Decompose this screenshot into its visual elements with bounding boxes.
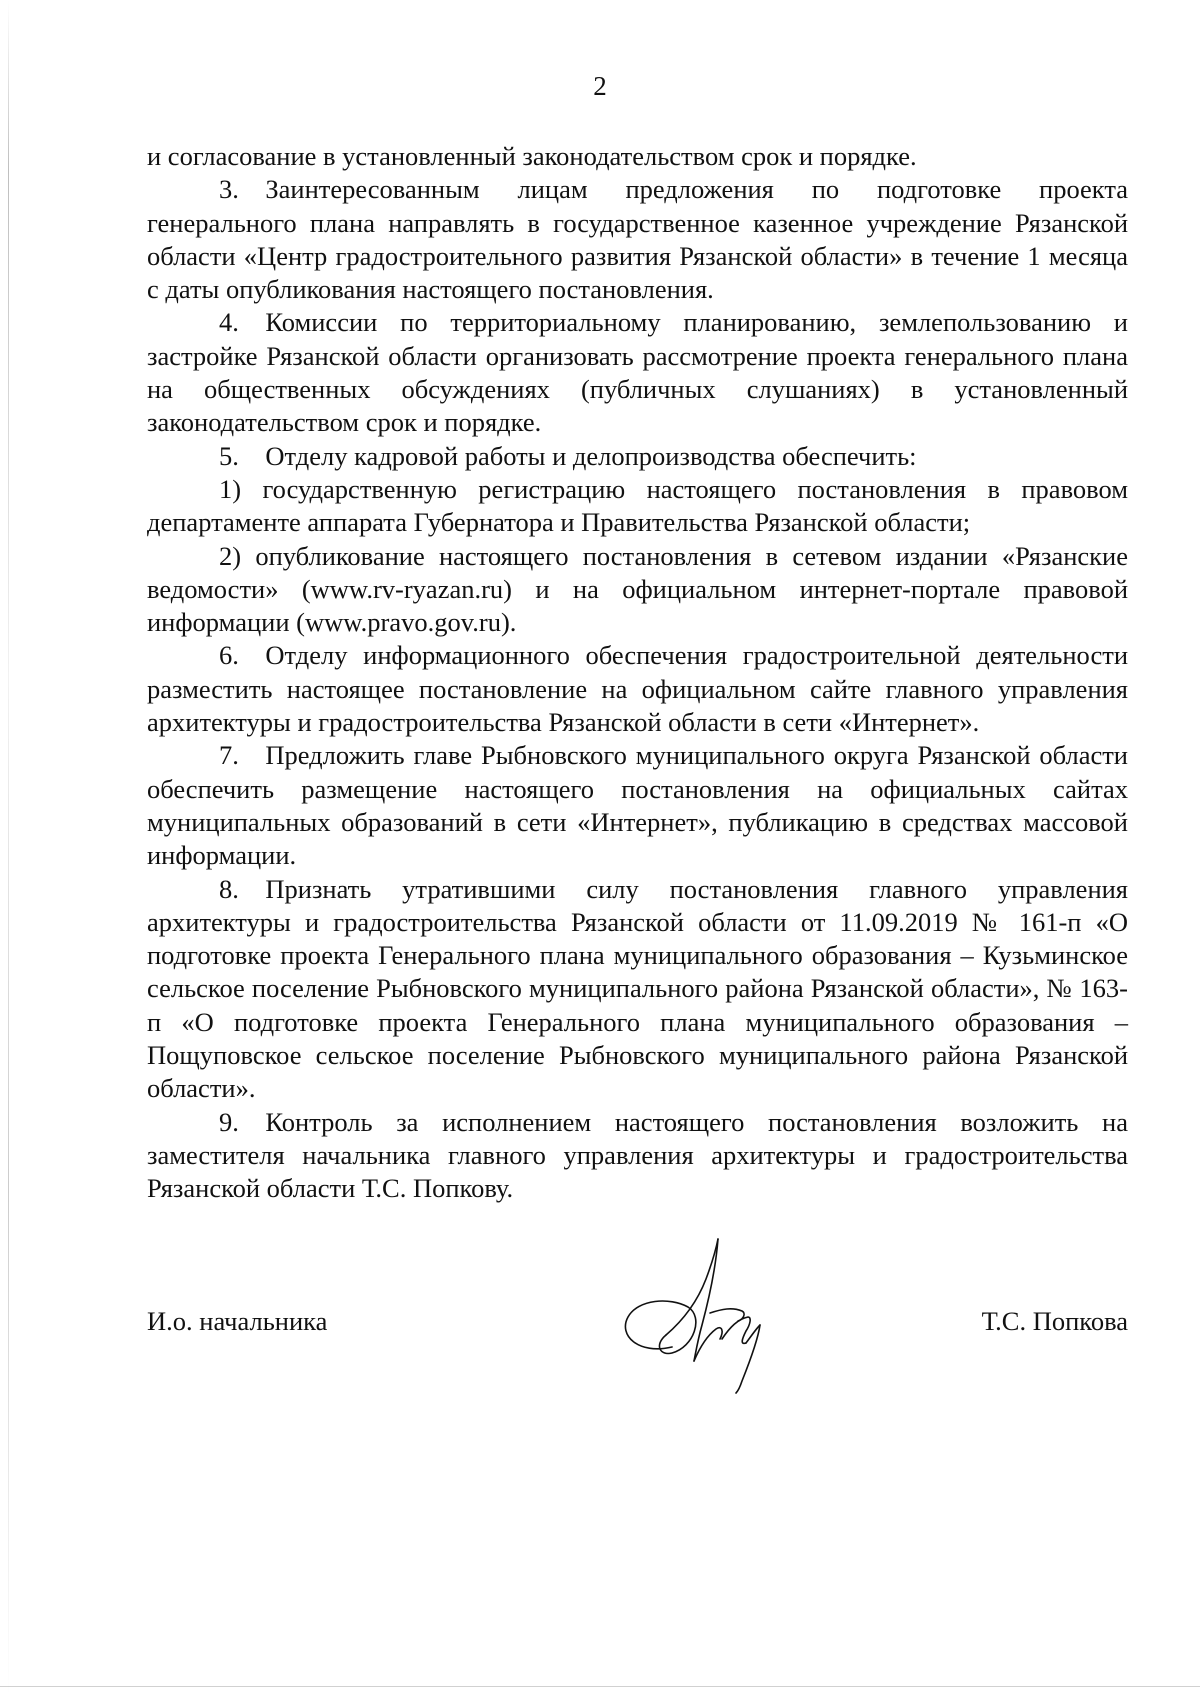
paragraph-item-9: 9. Контроль за исполнением настоящего постановления возложить на заместителя начальника главного управления архитектуры и градостроительства Рязанской области Т.С. Попкову.	[147, 1106, 1128, 1204]
scan-edge	[0, 1686, 1200, 1687]
handwritten-signature	[610, 1235, 780, 1395]
page-number: 2	[593, 71, 607, 101]
signatory-name: Т.С. Попкова	[981, 1306, 1128, 1336]
document-body	[147, 140, 1128, 1206]
paragraph-subitem-2: 2) опубликование настоящего постановления в сетевом издании «Рязанские ведомости» (www.rv-ryazan.ru) и на официальном интернет-портале правовой информации (www.pravo.gov.ru).	[147, 540, 1128, 638]
paragraph-item-7: 7. Предложить главе Рыбновского муниципального округа Рязанской области обеспечить размещение настоящего постановления на официальных сайтах муниципальных образований в сети «Интернет», публикацию в средствах массовой информации.	[147, 740, 1128, 871]
paragraph-item-3: 3. Заинтересованным лицам предложения по подготовке проекта генерального плана направлять в государственное казенное учреждение Рязанской области «Центр градостроительного развития Рязанской области» в течение 1 месяца с даты опубликования настоящего постановления.	[147, 174, 1128, 305]
paragraph-item-4: 4. Комиссии по территориальному планированию, землепользованию и застройке Рязанской области организовать рассмотрение проекта генерального плана на общественных обсуждениях (публичных слушаниях) в установленный законодательством срок и порядке.	[147, 307, 1128, 438]
paragraph-subitem-1: 1) государственную регистрацию настоящего постановления в правовом департаменте аппарата Губернатора и Правительства Рязанской области;	[147, 473, 1128, 538]
paragraph-item-6: 6. Отделу информационного обеспечения градостроительной деятельности разместить настоящее постановление на официальном сайте главного управления архитектуры и градостроительства Рязанской области в сети «Интернет».	[147, 640, 1128, 738]
paragraph-item-5: 5. Отделу кадровой работы и делопроизводства обеспечить:	[219, 440, 917, 471]
signatory-position: И.о. начальника	[147, 1306, 328, 1336]
paragraph-continuation: и согласование в установленный законодательством срок и порядке.	[147, 141, 917, 171]
scan-edge	[8, 0, 9, 1697]
paragraph-item-8: 8. Признать утратившими силу постановления главного управления архитектуры и градостроительства Рязанской области от 11.09.2019 № 161-п «О подготовке проекта Генерального плана муниципального образования – Кузьминское сельское поселение Рыбновского муниципального района Рязанской области», № 163-п «О подготовке проекта Генерального плана муниципального образования – Пощуповское сельское поселение Рыбновского муниципального района Рязанской области».	[147, 873, 1128, 1104]
